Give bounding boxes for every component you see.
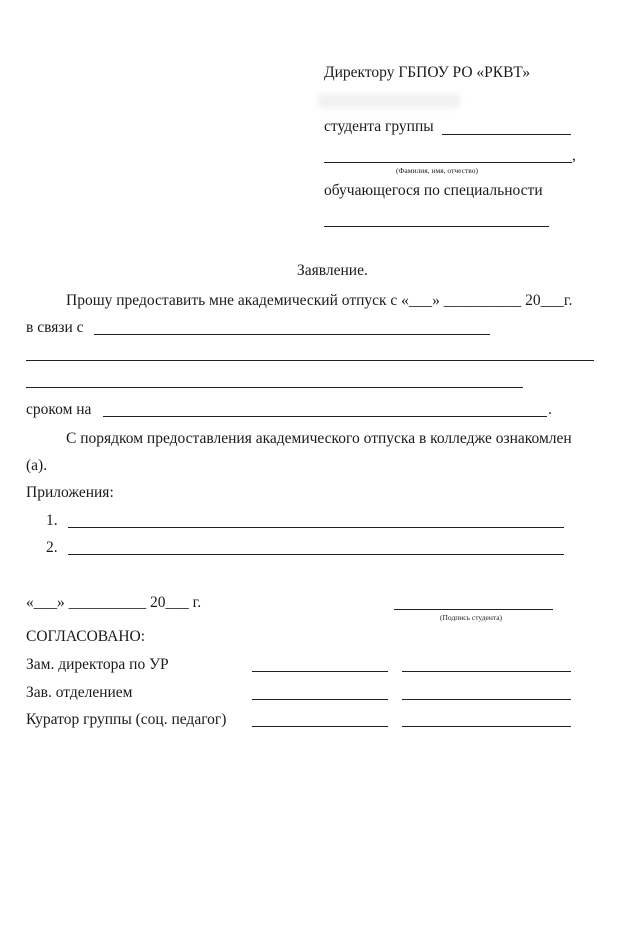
specialty-label: обучающегося по специальности: [324, 182, 543, 199]
approval-role-1: Зам. директора по УР: [26, 656, 169, 673]
full-name-caption: (Фамилия, имя, отчество): [396, 166, 478, 175]
full-name-field[interactable]: [324, 162, 572, 163]
reason-field-line-2[interactable]: [26, 360, 594, 361]
blurred-text: [318, 94, 460, 108]
approval-name-1[interactable]: [402, 671, 571, 672]
approval-role-2: Зав. отделением: [26, 684, 133, 701]
attachment-number-2: 2.: [46, 539, 58, 556]
attachment-number-1: 1.: [46, 512, 58, 529]
request-text: Прошу предоставить мне академический отпуск с «___» __________ 20___г.: [66, 292, 573, 309]
student-signature-field[interactable]: [394, 609, 553, 610]
signature-caption: (Подпись студента): [440, 613, 503, 622]
approval-signature-3[interactable]: [252, 726, 388, 727]
addressee: Директору ГБПОУ РО «РКВТ»: [324, 64, 531, 81]
document-title: Заявление.: [297, 262, 368, 279]
reason-label: в связи с: [26, 319, 84, 336]
attachment-field-1[interactable]: [68, 527, 564, 528]
term-field[interactable]: [103, 416, 547, 417]
attachment-field-2[interactable]: [68, 554, 564, 555]
approval-name-2[interactable]: [402, 699, 571, 700]
attachments-label: Приложения:: [26, 484, 114, 501]
reason-field-line-3[interactable]: [26, 387, 523, 388]
name-comma: ,: [572, 147, 576, 164]
acknowledgement-line-2: (а).: [26, 457, 48, 474]
approval-name-3[interactable]: [402, 726, 571, 727]
specialty-field[interactable]: [324, 226, 549, 227]
acknowledgement-line-1: С порядком предоставления академического отпуска в колледже ознакомлен: [66, 430, 572, 447]
approval-heading: СОГЛАСОВАНО:: [26, 628, 146, 645]
student-group-field[interactable]: [442, 134, 571, 135]
term-end: .: [548, 401, 552, 418]
approval-signature-2[interactable]: [252, 699, 388, 700]
term-label: сроком на: [26, 401, 92, 418]
date-field: «___» __________ 20___ г.: [26, 594, 202, 611]
student-group-label: студента группы: [324, 118, 434, 135]
approval-role-3: Куратор группы (соц. педагог): [26, 711, 227, 728]
approval-signature-1[interactable]: [252, 671, 388, 672]
reason-field-line-1[interactable]: [94, 334, 490, 335]
